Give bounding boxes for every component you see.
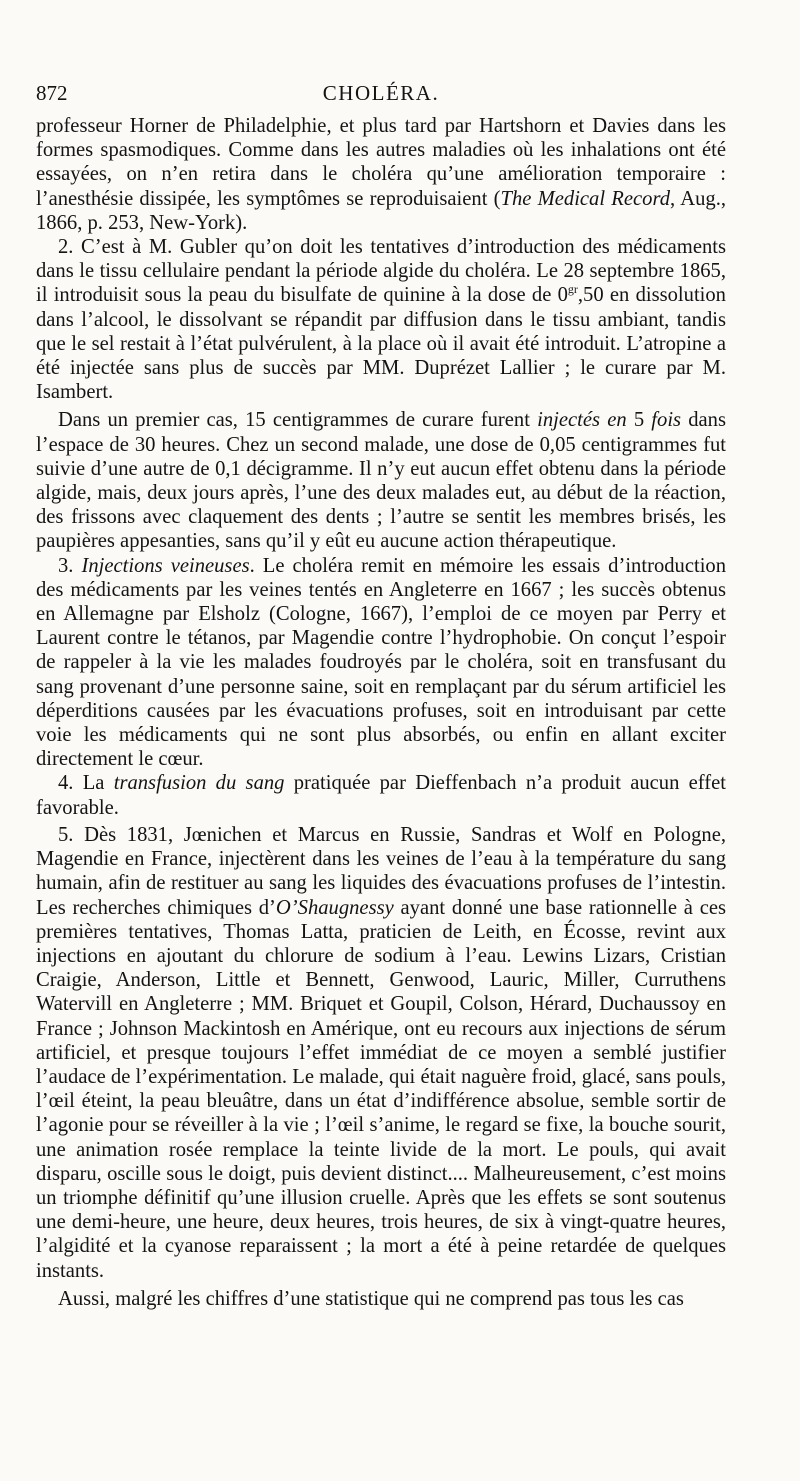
- text-run: pratiquée par Dieffenbach n’a produit aucun effet favorable.: [36, 772, 726, 819]
- text-run: 5: [626, 409, 652, 432]
- italic-run: fois: [651, 409, 682, 432]
- paragraph-2-gubler: [36, 235, 726, 404]
- superscript-run: gr: [567, 282, 578, 297]
- text-run: , Aug., 1866, p. 253, New-York).: [36, 187, 726, 234]
- text-run: Dans un premier cas, 15 centigrammes de curare furent: [58, 409, 538, 432]
- page-number: 872: [36, 81, 68, 105]
- paragraph-4-transfusion: [36, 771, 726, 819]
- text-run: professeur Horner de Philadelphie, et plus tard par Hartshorn et Davies dans les formes spasmodiques. Comme dans les autres maladies où les inhalations ont été essayées, on n’en retira dans le choléra qu’une amélioration temporaire : l’anesthésie dissipée, les symptômes se reproduisaient (: [36, 115, 726, 210]
- text-run: 2. C’est à M. Gubler qu’on doit les tentatives d’introduction des médicaments dans le tissu cellulaire pendant la période algide du choléra. Le 28 septembre 1865, il introduisit sous la peau du bisulfate de quinine à la dose de 0: [36, 236, 726, 307]
- paragraph-5-serum: [36, 823, 726, 1283]
- italic-run: O’Shaugnessy: [275, 896, 394, 919]
- italic-run: The Medical Record: [500, 187, 670, 210]
- page-header: [36, 78, 726, 108]
- italic-run: Injections veineuses: [81, 554, 250, 577]
- text-run: ayant donné une base rationnelle à ces premières tentatives, Thomas Latta, praticien de Leith, en Écosse, revint aux injections en ajoutant du chlorure de sodium à l’eau. Lewins Lizars, Cristian Craigie, Anderson, Little et Bennett, Genwood, Lauric, Miller, Curruthens Watervill en Angleterre ; MM. Briquet et Goupil, Colson, Hérard, Duchaussoy en France ; Johnson Mackintosh en Amérique, ont eu recours aux injections de sérum artificiel, et presque toujours l’effet immédiat de ce moyen a semblé justifier l’audace de l’expérimentation. Le malade, qui était naguère froid, glacé, sans pouls, l’œil éteint, la peau bleuâtre, dans un état d’indifférence absolue, semble sortir de l’agonie pour se réveiller à la vie ; l’œil s’anime, le regard se fixe, la bouche sourit, une animation rosée remplace la teinte livide de la mort. Le pouls, qui avait disparu, oscille sous le doigt, puis devient distinct.... Malheureusement, c’est moins un triomphe définitif qu’une illusion cruelle. Après que les effets se sont soutenus une demi-heure, une heure, deux heures, trois heures, de six à vingt-quatre heures, l’algidité et la cyanose reparaissent ; la mort a été à peine retardée de quelques instants.: [36, 896, 726, 1282]
- text-run: 5. Dès 1831, Jœnichen et Marcus en Russie, Sandras et Wolf en Pologne, Magendie en France, injectèrent dans les veines de l’eau à la température du sang humain, afin de restituer au sang les liquides des évacuations profuses de l’intestin. Les recherches chimiques d’: [36, 823, 726, 919]
- paragraph-aussi: [36, 1287, 726, 1311]
- running-title: CHOLÉRA.: [322, 81, 440, 105]
- body-text: [36, 114, 726, 1311]
- text-run: ,50 en dissolution dans l’alcool, le dissolvant se répandit par diffusion dans le tissu ambiant, tandis que le sel restait à l’état pulvérulent, à la place où il avait été introduit. L’atropine a été injectée sans plus de succès par MM. Duprézet Lallier ; le curare par M. Isambert.: [36, 284, 726, 404]
- text-run: dans l’espace de 30 heures. Chez un second malade, une dose de 0,05 centigrammes fut suivie d’une autre de 0,1 décigramme. Il n’y eut aucun effet obtenu dans la période algide, mais, deux jours après, l’une des deux malades eut, au début de la réaction, des frissons avec claquement des dents ; l’autre se sentit les membres brisés, les paupières appesanties, sans qu’il y eût eu aucune action thérapeutique.: [36, 409, 726, 553]
- italic-run: injectés en: [537, 409, 627, 432]
- italic-run: transfusion du sang: [113, 772, 285, 795]
- paragraph-curare-cases: [36, 408, 726, 553]
- paragraph-3-injections-veineuses: [36, 554, 726, 772]
- text-run: 3.: [58, 554, 82, 577]
- text-run: 4. La: [58, 772, 114, 795]
- text-run: Aussi, malgré les chiffres d’une statistique qui ne comprend pas tous les cas: [58, 1287, 684, 1310]
- text-run: . Le choléra remit en mémoire les essais d’introduction des médicaments par les veines tentés en Angleterre en 1667 ; les succès obtenus en Allemagne par Elsholz (Cologne, 1667), l’emploi de ce moyen par Perry et Laurent contre le tétanos, par Magendie contre l’hydrophobie. On conçut l’espoir de rappeler à la vie les malades foudroyés par le choléra, soit en transfusant du sang provenant d’une personne saine, soit en remplaçant par du sérum artificiel les déperditions causées par les évacuations profuses, soit en introduisant par cette voie les médicaments qui ne sont plus absorbés, ou enfin en allant exciter directement le cœur.: [36, 554, 727, 771]
- paragraph-continuation: [36, 114, 726, 235]
